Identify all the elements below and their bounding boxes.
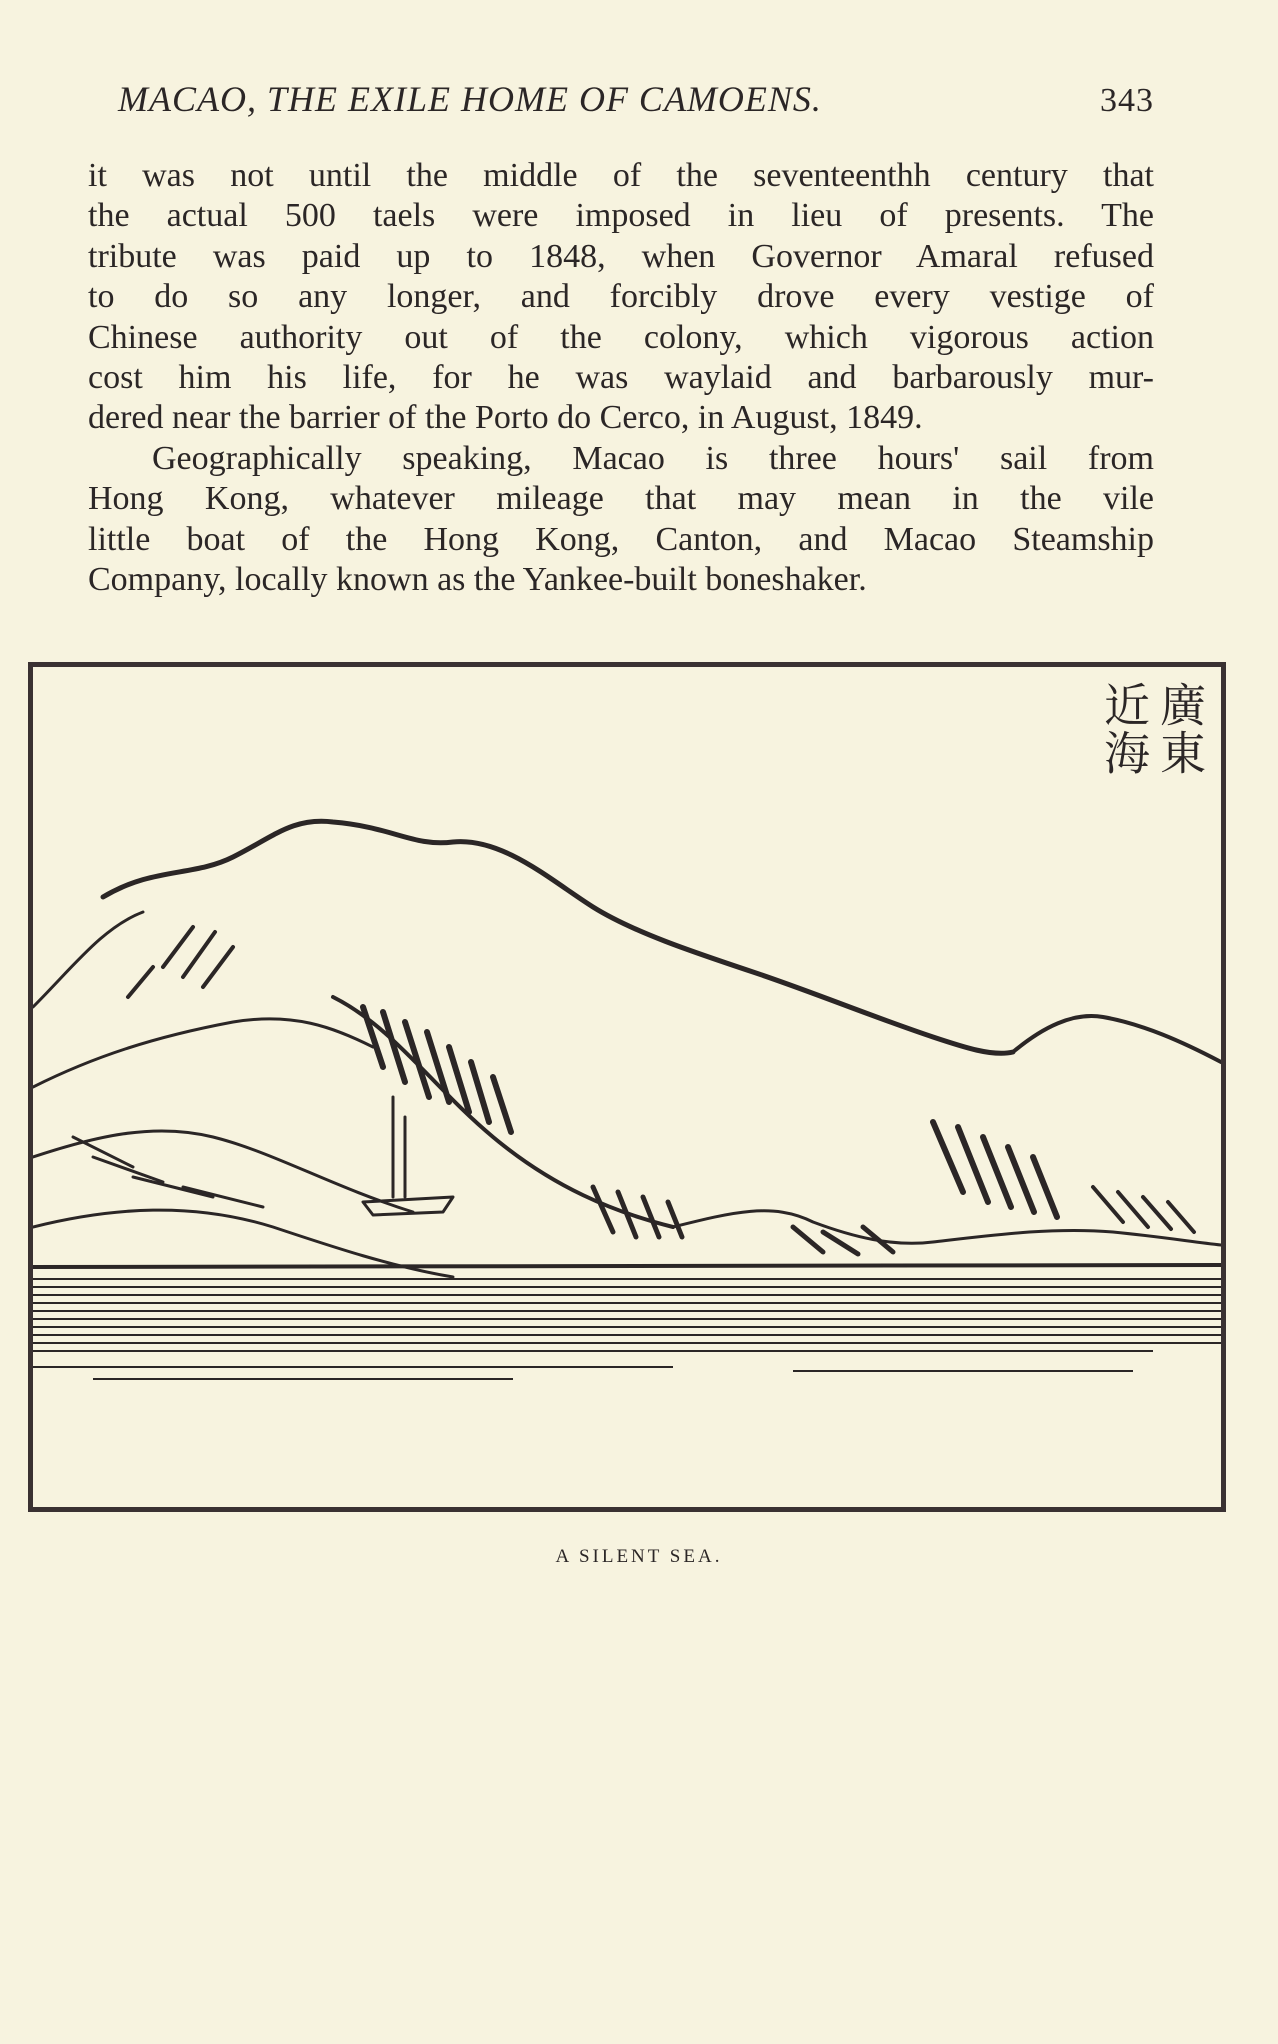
text-line: Hong Kong, whatever mileage that may mean in the vile xyxy=(88,480,1154,518)
paragraph-2 xyxy=(88,439,1154,601)
text-line: Chinese authority out of the colony, which vigorous action xyxy=(88,318,1154,356)
text-line: tribute was paid up to 1848, when Governor Amaral refused xyxy=(88,237,1154,275)
figure-caption: A SILENT SEA. xyxy=(555,1546,723,1567)
text-line: the actual 500 taels were imposed in lieu of presents. The xyxy=(88,197,1154,235)
text-line: little boat of the Hong Kong, Canton, and Macao Steamship xyxy=(88,520,1154,558)
illustration-frame xyxy=(28,662,1226,1512)
inscription-column-2: 近海 xyxy=(1097,681,1151,777)
text-line: cost him his life, for he was waylaid and barbarously mur- xyxy=(88,359,1154,397)
text-line: Geographically speaking, Macao is three hours' sail from xyxy=(152,439,1154,477)
text-line: dered near the barrier of the Porto do Cerco, in August, 1849. xyxy=(88,399,923,437)
body-text xyxy=(88,156,1154,600)
inscription-column-1: 廣東 xyxy=(1153,681,1207,777)
text-line: Company, locally known as the Yankee-built boneshaker. xyxy=(88,561,867,599)
paragraph-1 xyxy=(88,156,1154,439)
page-number: 343 xyxy=(1100,82,1154,119)
mountain-sea-illustration xyxy=(33,667,1221,1507)
running-title: MACAO, THE EXILE HOME OF CAMOENS. xyxy=(118,79,822,119)
running-head xyxy=(118,78,1154,120)
text-line: it was not until the middle of the seventeenthh century that xyxy=(88,157,1154,194)
text-line: to do so any longer, and forcibly drove every vestige of xyxy=(88,278,1154,316)
